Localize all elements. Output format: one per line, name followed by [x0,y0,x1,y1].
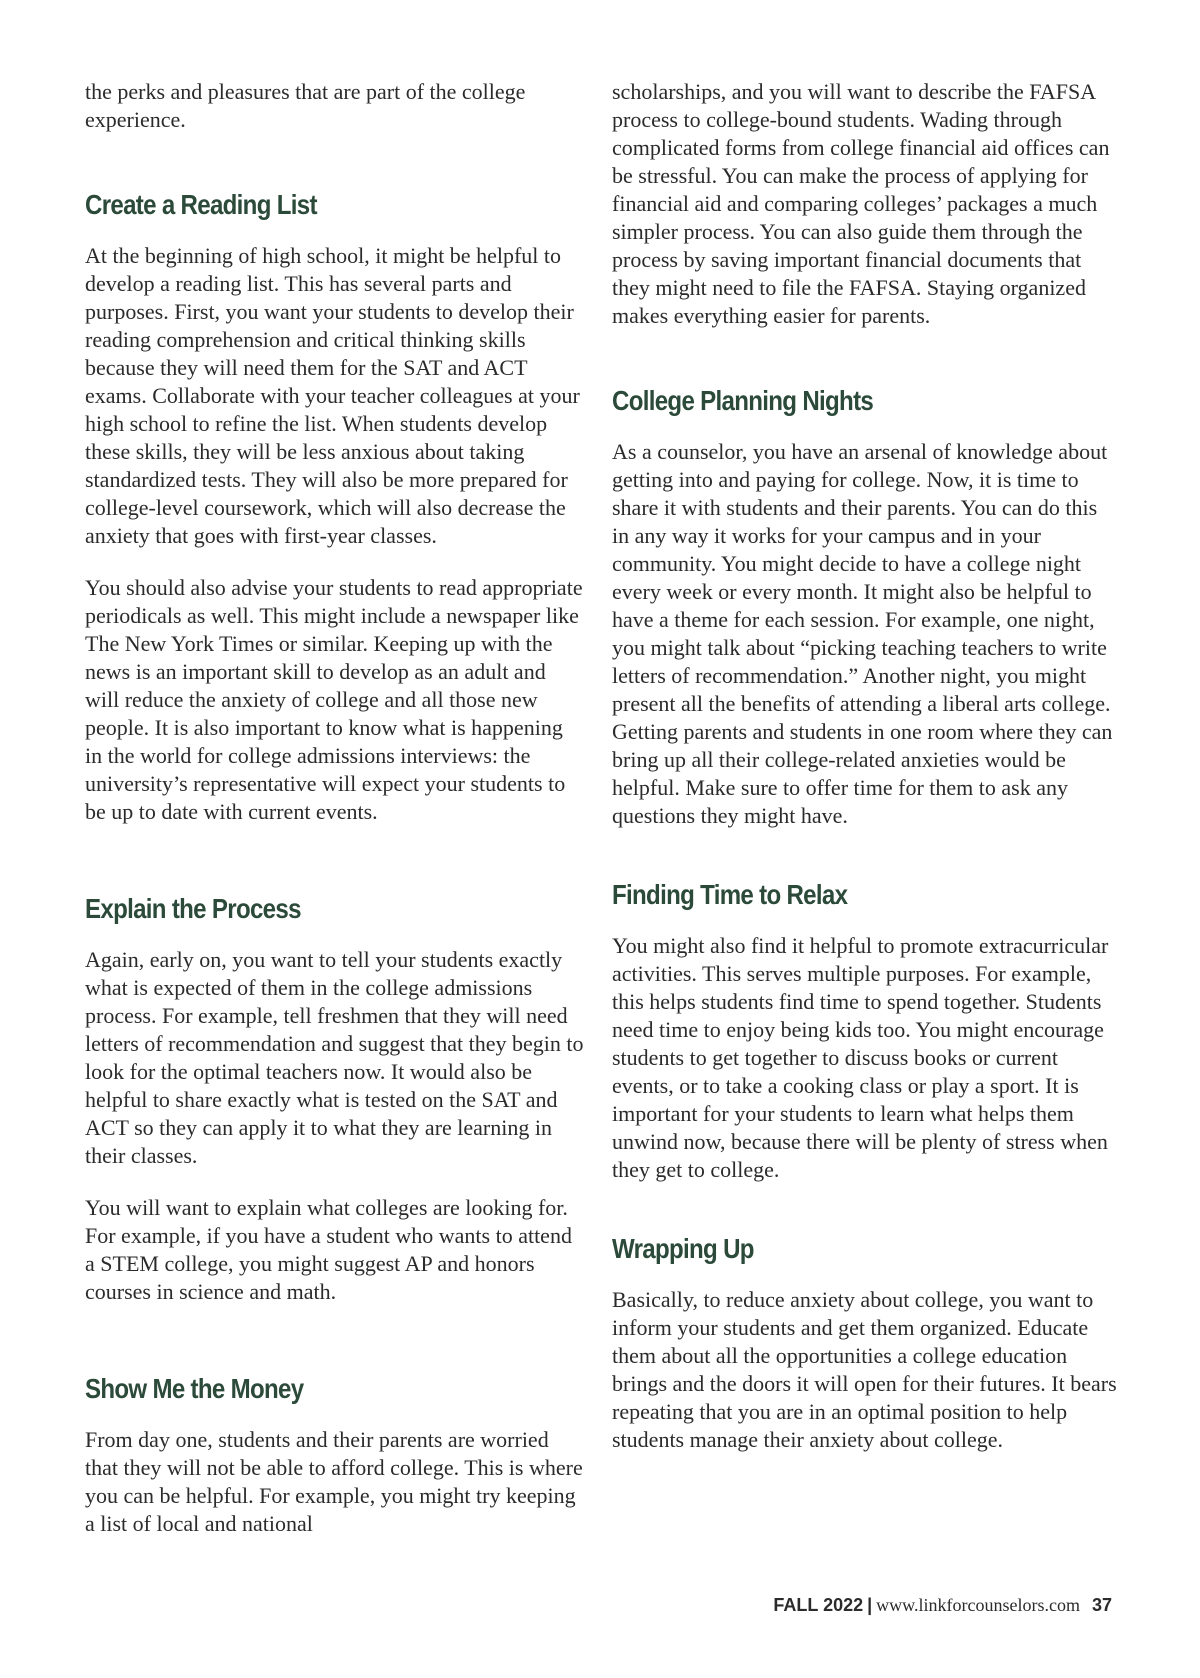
heading-college-planning-nights: College Planning Nights [612,385,874,416]
planning-nights-paragraph-1: As a counselor, you have an arsenal of knowledge about getting into and paying for college. Now, it is time to share it with students and their parents. You can do this in any way it works for your campus and in your community. You might decide to have a college night every week or every month. It might also be helpful to have a theme for each session. For example, one night, you might talk about “picking teaching teachers to write letters of recommendation.” Another night, you might present all the benefits of attending a liberal arts college. Getting parents and students in one room where they can bring up all their college-related anxieties would be helpful. Make sure to offer time for them to ask any questions they might have. [612,439,1113,828]
page-number: 37 [1091,1595,1112,1615]
left-column [85,78,585,1562]
reading-list-paragraph-1: At the beginning of high school, it might be helpful to develop a reading list. This has several parts and purposes. First, you want your students to develop their reading comprehension and critical thinking skills because they will need them for the SAT and ACT exams. Collaborate with your teacher colleagues at your high school to refine the list. When students develop these skills, they will be less anxious about taking standardized tests. They will also be more prepared for college-level coursework, which will also decrease the anxiety that goes with first-year classes. [85,243,580,548]
heading-create-reading-list: Create a Reading List [85,189,317,220]
reading-list-paragraph-2: You should also advise your students to read appropriate periodicals as well. This might include a newspaper like The New York Times or similar. Keeping up with the news is an important skill to develop as an adult and will reduce the anxiety of college and all those new people. It is also important to know what is happening in the world for college admissions interviews: the university’s representative will expect your students to be up to date with current events. [85,575,583,824]
right-column [612,78,1117,1478]
wrapping-up-paragraph-1: Basically, to reduce anxiety about college, you want to inform your students and get them organized. Educate them about all the opportunities a college education brings and the doors it will open for their futures. It bears repeating that you are in an optimal position to help students manage their anxiety about college. [612,1287,1117,1452]
explain-process-paragraph-1: Again, early on, you want to tell your students exactly what is expected of them in the college admissions process. For example, tell freshmen that they will need letters of recommendation and suggest that they begin to look for the optimal teachers now. It would also be helpful to share exactly what is tested on the SAT and ACT so they can apply it to what they are learning in their classes. [85,947,584,1168]
footer-url-link[interactable]: www.linkforcounselors.com [876,1595,1080,1615]
continued-paragraph: scholarships, and you will want to describe the FAFSA process to college-bound students. Wading through complicated forms from college financial aid offices can be stressful. You can make the process of applying for financial aid and comparing colleges’ packages a much simpler process. You can also guide them through the process by saving important financial documents that they might need to file the FAFSA. Staying organized makes everything easier for parents. [612,79,1110,328]
intro-paragraph: the perks and pleasures that are part of the college experience. [85,79,526,132]
explain-process-paragraph-2: You will want to explain what colleges are looking for. For example, if you have a student who wants to attend a STEM college, you might suggest AP and honors courses in science and math. [85,1195,572,1304]
show-money-paragraph-1: From day one, students and their parents are worried that they will not be able to afford college. This is where you can be helpful. For example, you might try keeping a list of local and national [85,1427,583,1536]
footer-separator: | [867,1595,873,1615]
heading-finding-time-to-relax: Finding Time to Relax [612,879,848,910]
heading-wrapping-up: Wrapping Up [612,1233,754,1264]
footer-issue: FALL 2022 [773,1595,864,1615]
heading-show-me-the-money: Show Me the Money [85,1373,304,1404]
relax-paragraph-1: You might also find it helpful to promote extracurricular activities. This serves multiple purposes. For example, this helps students find time to spend together. Students need time to enjoy being kids too. You might encourage students to get together to discuss books or current events, or to take a cooking class or play a sport. It is important for your students to learn what helps them unwind now, because there will be plenty of stress when they get to college. [612,933,1109,1182]
page-footer [773,1594,1112,1616]
heading-explain-process: Explain the Process [85,893,301,924]
